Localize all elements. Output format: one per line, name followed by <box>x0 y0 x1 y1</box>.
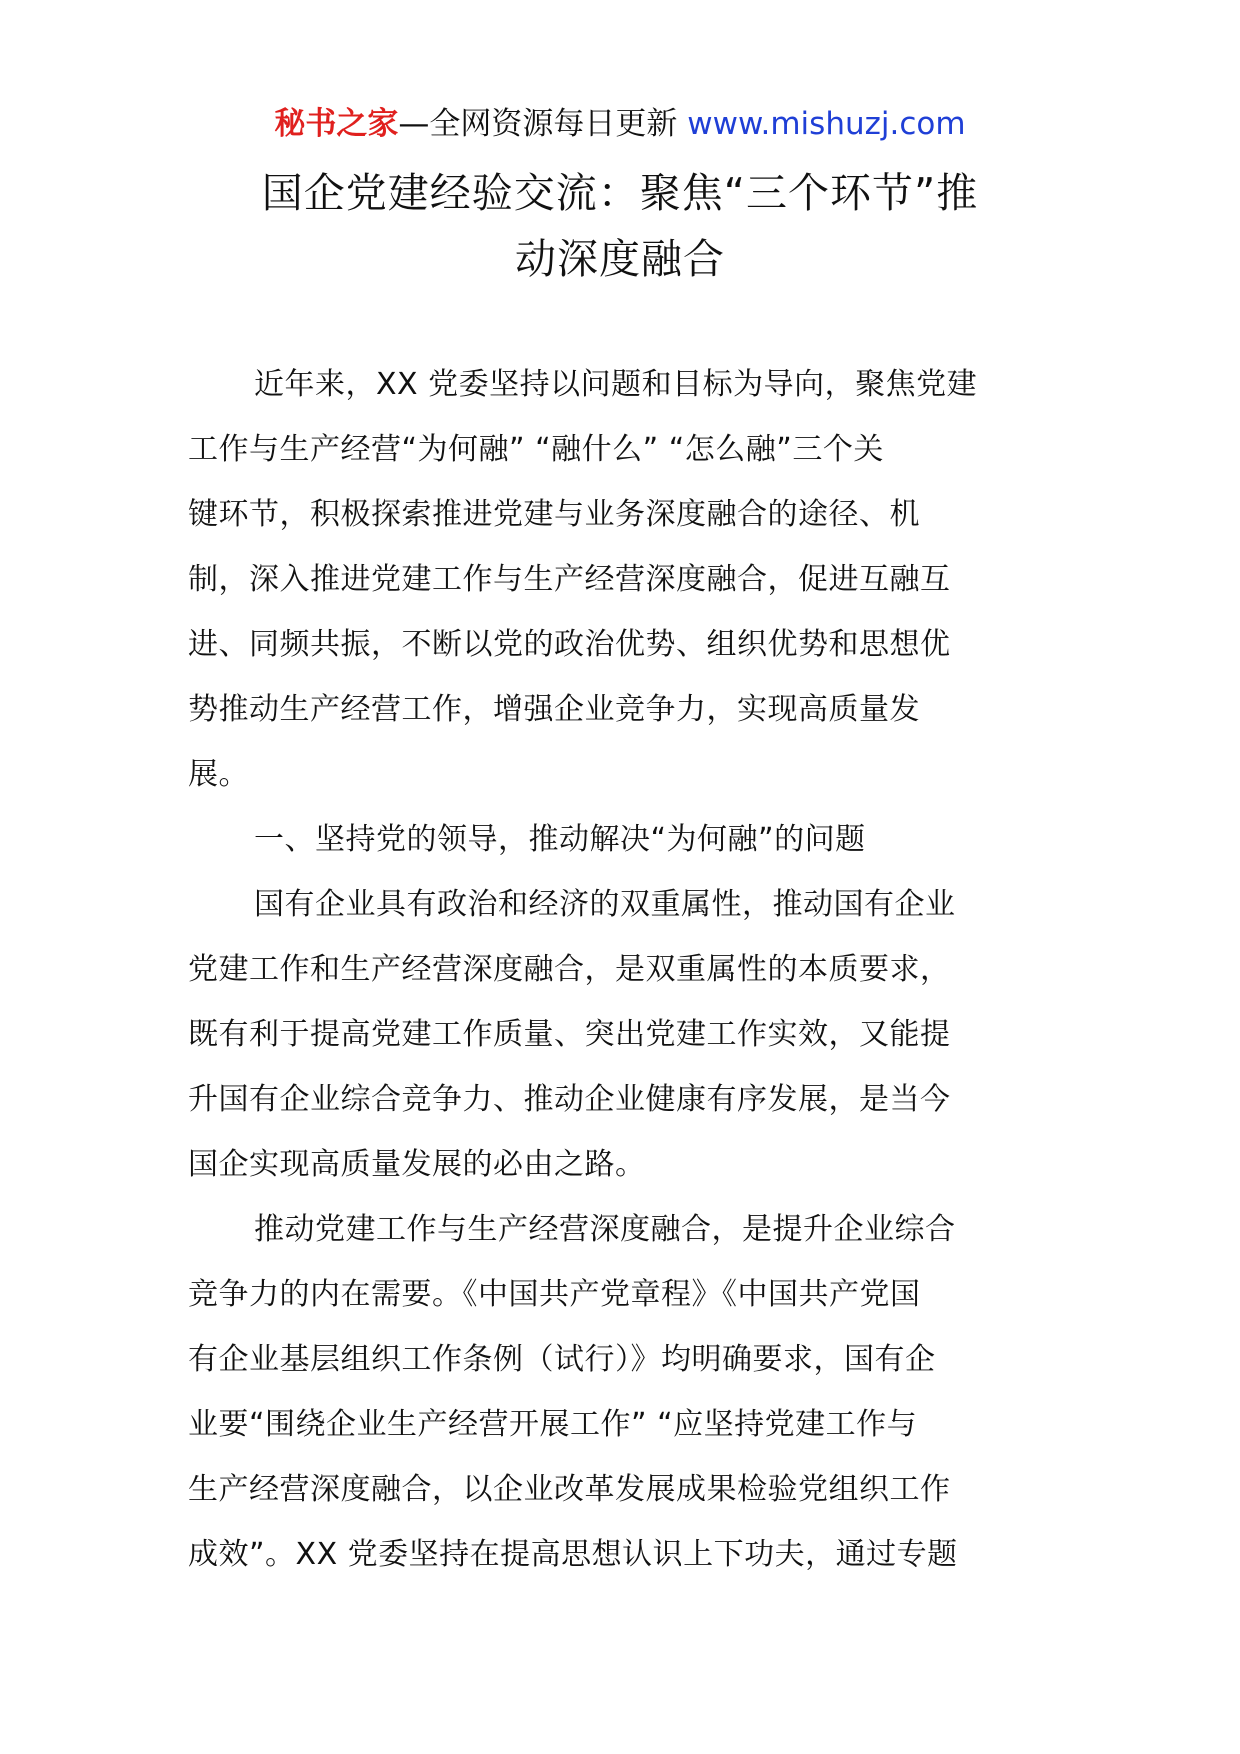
paragraph-line: 进、同频共振，不断以党的政治优势、组织优势和思想优 <box>188 627 951 662</box>
paragraph-line: 既有利于提高党建工作质量、突出党建工作实效，又能提 <box>188 1017 951 1052</box>
paragraph-dual-attributes <box>188 872 1058 1197</box>
title-line-2: 动深度融合 <box>515 235 725 283</box>
paragraph-line: 生产经营深度融合，以企业改革发展成果检验党组织工作 <box>188 1472 951 1507</box>
paragraph-line: 业要“围绕企业生产经营开展工作” “应坚持党建工作与 <box>188 1407 918 1442</box>
paragraph-intro <box>188 352 1058 807</box>
title-line-1: 国企党建经验交流：聚焦“三个环节”推 <box>261 169 979 217</box>
section-heading-line: 一、坚持党的领导，推动解决“为何融”的问题 <box>254 822 866 857</box>
document-title <box>190 160 1050 292</box>
paragraph-line: 制，深入推进党建工作与生产经营深度融合，促进互融互 <box>188 562 951 597</box>
paragraph-line: 势推动生产经营工作，增强企业竞争力，实现高质量发 <box>188 692 920 727</box>
paragraph-line: 展。 <box>188 757 249 792</box>
paragraph-line: 升国有企业综合竞争力、推动企业健康有序发展，是当今 <box>188 1082 951 1117</box>
paragraph-line: 近年来，XX 党委坚持以问题和目标为导向，聚焦党建 <box>254 367 978 402</box>
section-heading-1 <box>188 807 1058 872</box>
paragraph-line: 工作与生产经营“为何融” “融什么” “怎么融”三个关 <box>188 432 884 467</box>
paragraph-line: 有企业基层组织工作条例（试行）》均明确要求，国有企 <box>188 1342 936 1377</box>
document-body <box>188 352 1058 1587</box>
paragraph-line: 党建工作和生产经营深度融合，是双重属性的本质要求， <box>188 952 951 987</box>
brand-name: 秘书之家 <box>274 106 399 142</box>
site-header <box>0 100 1240 148</box>
paragraph-competitiveness <box>188 1197 1058 1587</box>
paragraph-line: 国企实现高质量发展的必由之路。 <box>188 1147 646 1182</box>
paragraph-line: 国有企业具有政治和经济的双重属性，推动国有企业 <box>254 887 956 922</box>
paragraph-line: 推动党建工作与生产经营深度融合，是提升企业综合 <box>254 1212 956 1247</box>
header-tagline: —全网资源每日更新 <box>398 106 678 142</box>
paragraph-line: 键环节，积极探索推进党建与业务深度融合的途径、机 <box>188 497 920 532</box>
paragraph-line: 竞争力的内在需要。《中国共产党章程》《中国共产党国 <box>188 1277 921 1312</box>
site-url-link[interactable]: www.mishuzj.com <box>687 106 966 142</box>
paragraph-line: 成效”。XX 党委坚持在提高思想认识上下功夫，通过专题 <box>188 1537 958 1572</box>
